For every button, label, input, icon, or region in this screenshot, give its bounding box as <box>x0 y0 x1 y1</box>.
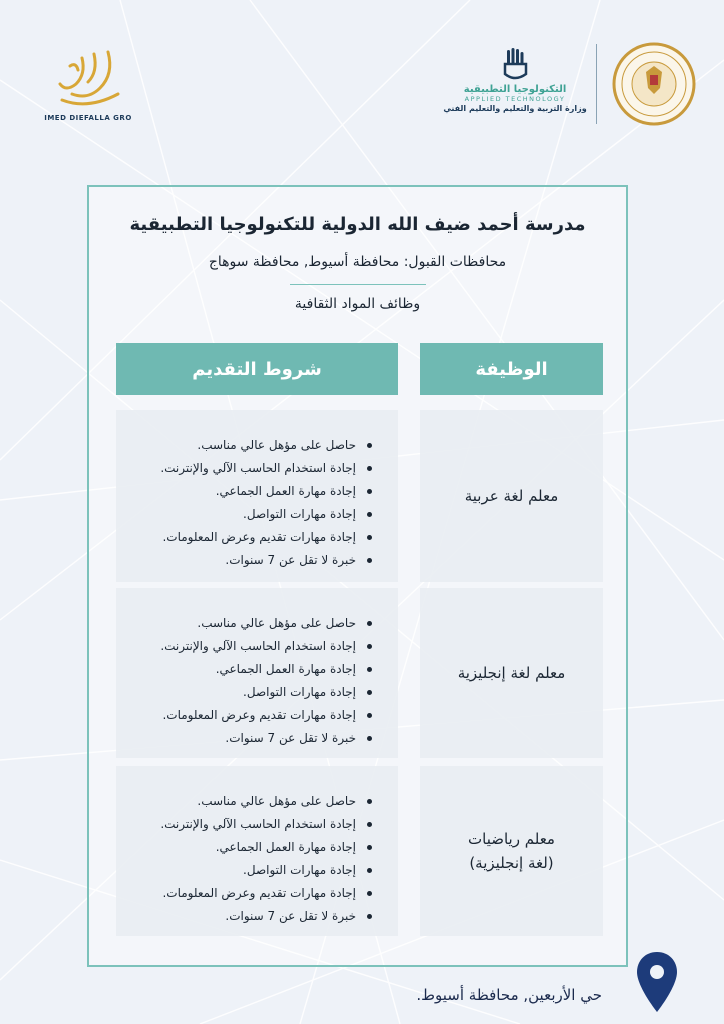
applied-technology-logo <box>440 48 590 128</box>
requirement-item: حاصل على مؤهل عالي مناسب. <box>126 612 372 635</box>
requirement-item: إجادة مهارة العمل الجماعي. <box>126 836 372 859</box>
admission-governorates: محافظات القبول: محافظة أسيوط, محافظة سوهاج <box>208 254 507 270</box>
requirement-item: حاصل على مؤهل عالي مناسب. <box>126 790 372 813</box>
job-cell <box>420 766 603 936</box>
requirement-item: إجادة استخدام الحاسب الآلي والإنترنت. <box>126 813 372 836</box>
requirements-cell <box>116 766 398 936</box>
header-divider <box>596 44 597 124</box>
brand-name: IMED DIEFALLA GRO <box>44 114 132 122</box>
ministry-english-title: APPLIED TECHNOLOGY <box>464 95 566 103</box>
job-title: معلم رياضيات <box>468 830 555 848</box>
requirement-item: خبرة لا تقل عن 7 سنوات. <box>126 549 372 572</box>
requirement-item: إجادة مهارات التواصل. <box>126 681 372 704</box>
section-title: وظائف المواد الثقافية <box>294 296 421 312</box>
job-title: معلم لغة إنجليزية <box>457 664 566 682</box>
footer-address: حي الأربعين, محافظة أسيوط. <box>416 986 602 1004</box>
requirements-cell <box>116 588 398 758</box>
requirement-item: إجادة مهارات التواصل. <box>126 859 372 882</box>
hand-icon <box>500 48 530 82</box>
requirement-item: إجادة استخدام الحاسب الآلي والإنترنت. <box>126 457 372 480</box>
location-pin-icon <box>634 950 680 1016</box>
job-cell <box>420 410 603 582</box>
brand-logo <box>38 44 138 134</box>
requirements-list <box>126 434 372 572</box>
requirement-item: حاصل على مؤهل عالي مناسب. <box>126 434 372 457</box>
requirement-item: إجادة استخدام الحاسب الآلي والإنترنت. <box>126 635 372 658</box>
requirements-list <box>126 612 372 750</box>
column-header-job: الوظيفة <box>420 343 603 395</box>
requirements-cell <box>116 410 398 582</box>
requirement-item: إجادة مهارة العمل الجماعي. <box>126 480 372 503</box>
requirement-item: إجادة مهارات تقديم وعرض المعلومات. <box>126 882 372 905</box>
column-header-requirements: شروط التقديم <box>116 343 398 395</box>
job-title-note: (لغة إنجليزية) <box>469 854 554 872</box>
requirement-item: إجادة مهارة العمل الجماعي. <box>126 658 372 681</box>
job-title: معلم لغة عربية <box>464 487 559 505</box>
ministry-seal-logo <box>612 42 696 126</box>
requirement-item: إجادة مهارات التواصل. <box>126 503 372 526</box>
requirement-item: إجادة مهارات تقديم وعرض المعلومات. <box>126 704 372 727</box>
job-cell <box>420 588 603 758</box>
requirements-list <box>126 790 372 928</box>
calligraphy-logo-icon <box>48 44 128 114</box>
ministry-arabic-subtitle: وزارة التربية والتعليم والتعليم الفني <box>443 104 587 113</box>
school-title: مدرسة أحمد ضيف الله الدولية للتكنولوجيا التطبيقية <box>129 214 586 235</box>
title-divider <box>290 284 426 285</box>
requirement-item: خبرة لا تقل عن 7 سنوات. <box>126 727 372 750</box>
requirement-item: إجادة مهارات تقديم وعرض المعلومات. <box>126 526 372 549</box>
ministry-arabic-title: التكنولوجيا التطبيقية <box>463 84 567 95</box>
requirement-item: خبرة لا تقل عن 7 سنوات. <box>126 905 372 928</box>
